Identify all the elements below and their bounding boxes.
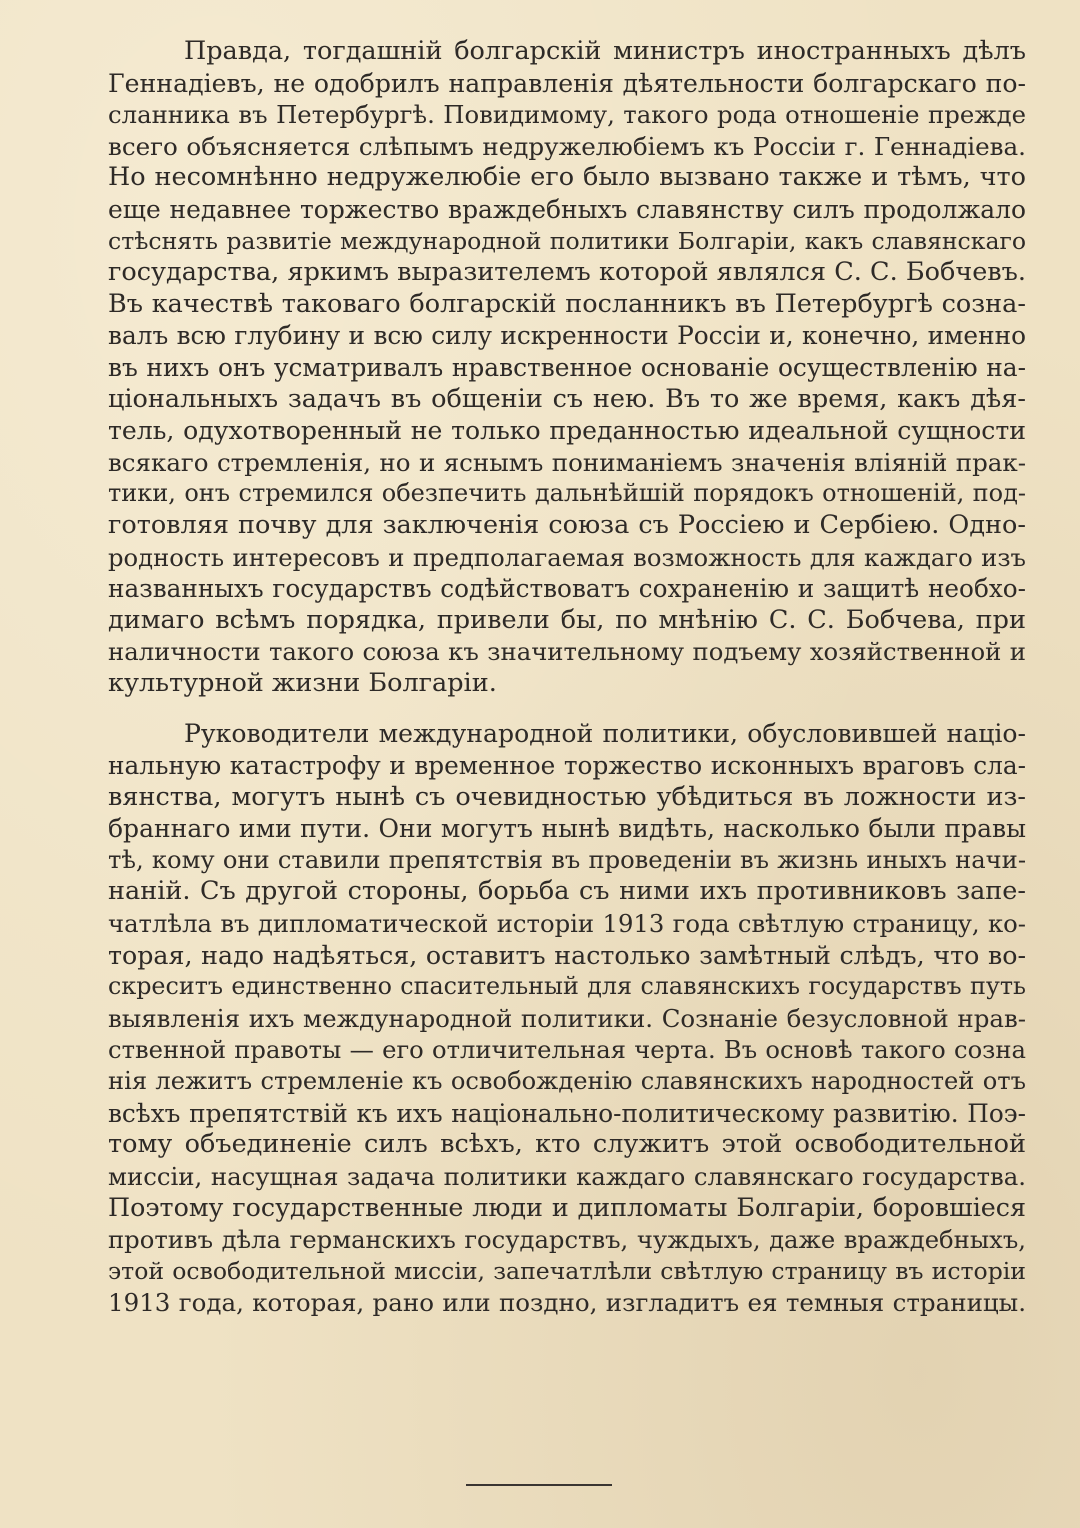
text-line: Руководители международной политики, обусловившей націо- (184, 719, 1026, 749)
text-line: ственной правоты — его отличительная черта. Въ основѣ такого созна (108, 1035, 1026, 1065)
text-line: Правда, тогдашній болгарскій министръ иностранныхъ дѣлъ (184, 36, 1026, 66)
text-line: нія лежитъ стремленіе къ освобожденію славянскихъ народностей отъ (108, 1067, 1026, 1095)
text-line: Поэтому государственные люди и дипломаты Болгаріи, боровшіеся (108, 1192, 1026, 1223)
paragraph-2 (108, 718, 1026, 1318)
text-line: выявленія ихъ международной политики. Сознаніе безусловной нрав- (108, 1003, 1026, 1033)
text-line: браннаго ими пути. Они могутъ нынѣ видѣть, насколько были правы (108, 814, 1026, 844)
text-line: тѣ, кому они ставили препятствія въ проведеніи въ жизнь иныхъ начи- (108, 845, 1026, 874)
text-line: сланника въ Петербургѣ. Повидимому, такого рода отношеніе прежде (108, 100, 1026, 130)
text-line: ціональныхъ задачъ въ общеніи съ нею. Въ то же время, какъ дѣя- (108, 383, 1026, 414)
paragraph-1 (108, 36, 1026, 699)
text-line: скреситъ единственно спасительный для славянскихъ государствъ путь (108, 972, 1026, 1001)
text-line: государства, яркимъ выразителемъ которой являлся С. С. Бобчевъ. (108, 257, 1026, 288)
text-line: Въ качествѣ таковаго болгарскій посланникъ въ Петербургѣ созна- (108, 288, 1026, 319)
text-line: готовляя почву для заключенія союза съ Россіею и Сербіею. Одно- (108, 509, 1026, 540)
text-line: наній. Съ другой стороны, борьба съ ними ихъ противниковъ запе- (108, 876, 1026, 907)
document-page (108, 36, 1026, 1506)
text-line: культурной жизни Болгаріи. (108, 667, 497, 698)
text-line: Геннадіевъ, не одобрилъ направленія дѣятельности болгарскаго по- (108, 68, 1026, 98)
text-line: противъ дѣла германскихъ государствъ, чуждыхъ, даже враждебныхъ, (108, 1224, 1026, 1254)
text-line: наличности такого союза къ значительному подъему хозяйственной и (108, 637, 1026, 667)
text-line: стѣснять развитіе международной политики Болгаріи, какъ славянскаго (108, 226, 1026, 255)
text-line: всѣхъ препятствій къ ихъ національно-политическому развитію. Поэ- (108, 1098, 1026, 1128)
text-line: торая, надо надѣяться, оставитъ настолько замѣтный слѣдъ, что во- (108, 940, 1026, 970)
text-line: всякаго стремленія, но и яснымъ пониманіемъ значенія вліяній прак- (108, 447, 1026, 477)
text-line: родность интересовъ и предполагаемая возможность для каждаго изъ (108, 542, 1026, 572)
text-line: вянства, могутъ нынѣ съ очевидностью убѣдиться въ ложности из- (108, 781, 1026, 812)
text-line: 1913 года, которая, рано или поздно, изгладитъ ея темныя страницы. (108, 1288, 1026, 1318)
text-line: тики, онъ стремился обезпечить дальнѣйшій порядокъ отношеній, под- (108, 479, 1026, 508)
text-line: тому объединеніе силъ всѣхъ, кто служитъ этой освободительной (108, 1129, 1026, 1160)
text-line: названныхъ государствъ содѣйствоватъ сохраненію и защитѣ необхо- (108, 574, 1026, 604)
text-line: тель, одухотворенный не только преданностью идеальной сущности (108, 416, 1026, 446)
text-line: Но несомнѣнно недружелюбіе его было вызвано также и тѣмъ, что (108, 162, 1026, 193)
text-line: въ нихъ онъ усматривалъ нравственное основаніе осуществленію на- (108, 352, 1026, 382)
text-line: валъ всю глубину и всю силу искренности Россіи и, конечно, именно (108, 321, 1026, 351)
text-line: димаго всѣмъ порядка, привели бы, по мнѣнію С. С. Бобчева, при (108, 604, 1026, 635)
text-line: этой освободительной миссіи, запечатлѣли свѣтлую страницу въ исторіи (108, 1256, 1026, 1285)
text-line: чатлѣла въ дипломатической исторіи 1913 года свѣтлую страницу, ко- (108, 909, 1026, 939)
text-line: нальную катастрофу и временное торжество исконныхъ враговъ сла- (108, 751, 1026, 781)
text-line: еще недавнее торжество враждебныхъ славянству силъ продолжало (108, 194, 1026, 224)
text-line: миссіи, насущная задача политики каждаго славянскаго государства. (108, 1161, 1026, 1191)
text-line: всего объясняется слѣпымъ недружелюбіемъ къ Россіи г. Геннадіева. (108, 131, 1026, 161)
end-rule (466, 1484, 612, 1486)
paragraph-spacer (108, 699, 1026, 718)
